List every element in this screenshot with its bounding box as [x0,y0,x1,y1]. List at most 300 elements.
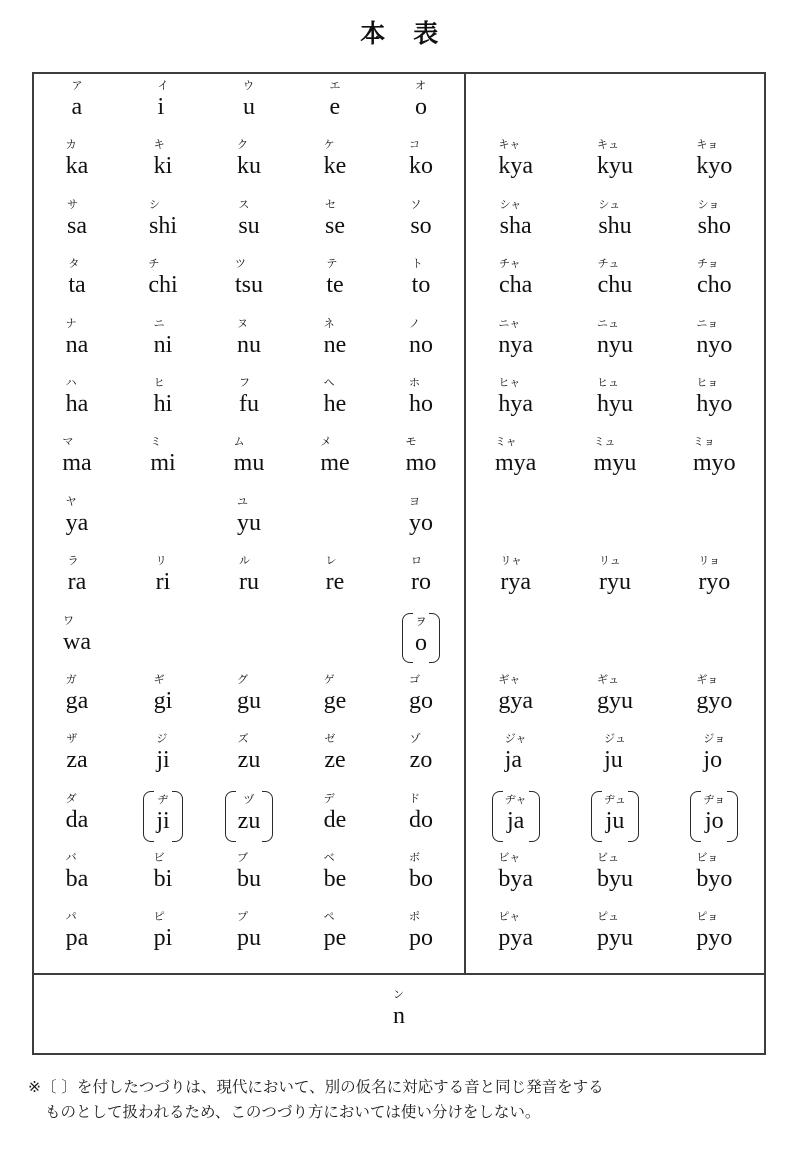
romaji-label: ja [504,747,523,774]
cell-inner [696,377,732,418]
table-cell-ji [120,733,206,792]
katakana-label: オ [415,79,426,92]
romaji-label: bi [153,866,173,893]
table-row [34,318,464,377]
table-cell-chi [120,258,206,317]
katakana-label: ビャ [498,851,521,865]
table-row [466,377,764,436]
table-row [34,80,464,139]
table-row [34,852,464,911]
table-cell-gi [120,674,206,733]
table-row [34,793,464,852]
table-cell-ra [34,555,120,614]
cell-inner [500,199,532,240]
katakana-label: ツ [234,257,246,271]
katakana-label: ギ [153,672,165,686]
cell-inner [63,615,91,656]
table-cell-fu [206,377,292,436]
cell-inner [243,80,255,121]
romaji-label: o [415,94,427,120]
romaji-label: byo [696,866,733,893]
bracketed-group [492,793,540,837]
katakana-label: ヌ [237,316,248,330]
cell-inner [66,852,89,893]
romanization-table [32,72,766,1055]
bracketed-group [690,793,738,837]
table-grid [34,74,764,975]
table-cell-jo [665,793,764,852]
cell-inner [597,377,633,418]
katakana-label: ニュ [596,316,619,330]
table-cell-do [378,793,464,852]
romaji-label: kyu [596,153,633,180]
romaji-label: ra [67,569,87,596]
romaji-label: pi [153,925,173,952]
katakana-label: ド [409,791,420,805]
cell-inner [326,258,343,299]
bracketed-group [225,793,274,837]
cell-inner [156,555,171,596]
katakana-label: ラ [67,554,79,568]
table-row [466,793,764,852]
cell-inner [66,496,89,537]
cell-inner [599,555,631,596]
katakana-label: イ [157,79,169,92]
katakana-label: ヤ [65,494,77,508]
romaji-label: ryu [598,569,631,596]
romaji-label: me [320,450,350,477]
katakana-label: ヨ [409,494,420,508]
romaji-label: fu [239,390,259,417]
katakana-label: ゾ [409,732,421,746]
cell-inner [66,733,87,774]
romaji-label: pyo [696,925,733,952]
romaji-label: nyo [696,331,733,358]
table-cell-ro [378,555,464,614]
table-cell-re [292,555,378,614]
cell-inner [156,733,169,774]
romaji-label: za [66,747,88,774]
cell-inner [238,733,261,774]
table-cell-ji [120,793,206,852]
katakana-label: ヂ [157,792,169,806]
romaji-label: e [329,94,341,120]
table-cell-zu [206,793,292,852]
table-cell-zo [378,733,464,792]
cell-inner [154,318,173,359]
cell-inner [409,139,433,180]
table-cell-me [292,436,378,495]
table-cell-ryo [665,555,764,614]
katakana-label: ナ [65,316,77,330]
romaji-label: bu [237,866,261,893]
cell-inner [495,436,536,477]
table-cell-ki [120,139,206,198]
table-cell-ta [34,258,120,317]
cell-inner [409,911,433,952]
cell-inner [237,139,261,180]
katakana-label: ベ [323,851,335,865]
table-row [34,139,464,198]
yoon-column [466,74,764,973]
table-cell-u [206,80,292,139]
table-row [466,436,764,495]
romaji-label: go [409,687,433,714]
romaji-label: nyu [596,331,633,358]
table-cell-hi [120,377,206,436]
romaji-label: ga [65,687,89,714]
romaji-label: bya [498,866,533,893]
table-cell-nyo [665,318,764,377]
table-row [34,674,464,733]
cell-inner [409,318,433,359]
cell-inner [324,377,347,418]
romaji-label: ju [604,747,623,774]
katakana-label: コ [409,138,420,152]
romaji-label: be [323,866,347,893]
table-cell-pu [206,911,292,970]
katakana-label: ン [393,988,404,1001]
katakana-label: ピ [153,910,165,924]
katakana-label: リョ [698,554,720,568]
cell-inner [324,674,347,715]
table-cell-ni [120,318,206,377]
romaji-label: gyo [696,687,733,714]
romaji-label: tsu [234,272,263,299]
romaji-label: mo [405,450,437,477]
cell-inner [500,555,531,596]
katakana-label: ケ [323,138,335,152]
katakana-label: デ [323,791,335,805]
katakana-label: キャ [498,138,521,152]
table-row [466,496,764,555]
table-cell-ze [292,733,378,792]
table-cell-hya [466,377,565,436]
table-cell-ya [34,496,120,555]
table-row [466,674,764,733]
table-cell-po [378,911,464,970]
romaji-label: kyo [696,153,733,180]
romaji-label: ka [65,153,89,180]
cell-inner [237,318,261,359]
cell-inner [393,989,405,1030]
cell-inner [604,733,626,774]
table-cell-gyo [665,674,764,733]
cell-inner [66,793,89,834]
romaji-label: hyu [596,390,633,417]
cell-inner [324,733,345,774]
table-cell-ju [565,733,664,792]
romaji-label: pyu [596,925,633,952]
table-row [466,852,764,911]
romaji-label: ryo [698,569,731,596]
cell-inner [62,436,91,477]
table-cell-kyu [565,139,664,198]
romaji-label: ri [155,569,171,596]
romaji-label: ni [153,331,173,358]
romaji-label: da [65,806,89,833]
katakana-label: ノ [409,316,420,330]
romaji-label: do [409,806,433,833]
katakana-label: ミ [150,435,162,449]
romaji-label: n [393,1003,405,1029]
table-row [466,555,764,614]
table-cell-hyo [665,377,764,436]
katakana-label: ビュ [596,851,619,865]
katakana-label: ギュ [596,672,619,686]
cell-inner [696,852,732,893]
table-cell-no [378,318,464,377]
romaji-label: chi [148,272,178,299]
table-cell-so [378,199,464,258]
katakana-label: プ [237,910,248,924]
romaji-label: cha [499,272,533,299]
table-row [34,555,464,614]
cell-inner [154,674,173,715]
table-cell-mi [120,436,206,495]
katakana-label: テ [326,257,338,271]
romaji-label: ba [65,866,89,893]
romaji-label: pa [65,925,89,952]
table-row [466,318,764,377]
katakana-label: チュ [597,257,620,271]
cell-inner [498,852,533,893]
table-row [466,139,764,198]
katakana-label: ロ [411,554,422,568]
table-cell-pe [292,911,378,970]
romaji-label: ke [323,153,347,180]
katakana-label: ビョ [696,851,719,865]
cell-inner [498,318,533,359]
table-cell-za [34,733,120,792]
cell-inner [597,139,633,180]
katakana-label: ヲ [415,614,427,628]
katakana-label: シャ [499,197,522,211]
katakana-label: ミャ [495,435,517,449]
table-cell-shi [120,199,206,258]
romaji-label: nu [237,331,261,358]
cell-inner [598,199,631,240]
table-cell-nya [466,318,565,377]
romaji-label: zo [409,747,433,774]
romaji-label: po [409,925,433,952]
table-row [34,496,464,555]
romaji-label: so [410,212,432,239]
katakana-label: ショ [697,197,720,211]
n-row [34,975,764,1055]
cell-inner [409,496,433,537]
table-cell-pyo [665,911,764,970]
cell-inner [696,911,732,952]
romaji-label: myo [692,450,736,477]
cell-inner [498,377,533,418]
cell-inner [238,199,259,240]
table-row [34,199,464,258]
romaji-label: pu [237,925,261,952]
cell-inner [406,436,437,477]
romaji-label: de [323,806,347,833]
katakana-label: ゴ [409,672,420,686]
romaji-label: ja [507,807,525,834]
cell-inner [325,199,345,240]
cell-inner [415,80,427,121]
cell-inner [239,377,259,418]
cell-inner [330,80,341,121]
romaji-label: a [71,94,83,120]
katakana-label: ゲ [323,672,335,686]
katakana-label: ピョ [696,910,719,924]
romaji-label: re [325,569,345,596]
katakana-label: ジョ [703,732,726,746]
katakana-label: グ [237,672,248,686]
cell-inner [154,911,173,952]
katakana-label: ゼ [324,732,336,746]
cell-inner [237,496,261,537]
table-cell-nu [206,318,292,377]
table-cell-wa [34,615,120,674]
cell-inner [154,852,173,893]
table-cell-yu [206,496,292,555]
table-row [466,615,764,674]
romaji-label: hya [498,390,533,417]
katakana-label: キョ [696,138,719,152]
table-cell-ba [34,852,120,911]
table-cell-to [378,258,464,317]
katakana-label: ガ [65,672,77,686]
katakana-label: ジ [156,732,168,746]
katakana-label: ア [71,79,83,92]
romaji-label: mu [233,450,265,477]
table-cell-ja [466,793,565,852]
katakana-label: ハ [65,375,77,389]
romaji-label: ta [68,272,86,299]
katakana-label: ヘ [323,375,335,389]
katakana-label: バ [65,851,77,865]
table-cell-ku [206,139,292,198]
bracketed-group [591,793,639,837]
romaji-label: ho [409,390,433,417]
romaji-label: pe [323,925,347,952]
cell-inner [498,911,533,952]
cell-inner [409,377,433,418]
table-cell-ju [565,793,664,852]
romaji-label: gi [153,687,173,714]
romaji-label: mi [150,450,176,477]
romaji-label: ji [156,747,170,774]
table-cell-se [292,199,378,258]
table-cell-gu [206,674,292,733]
cell-inner [505,733,527,774]
table-cell-myo [665,436,764,495]
cell-inner [498,139,533,180]
table-cell-kyo [665,139,764,198]
table-cell-e [292,80,378,139]
katakana-label: ペ [323,910,335,924]
romaji-label: zu [237,747,261,774]
romaji-label: te [326,272,344,299]
romaji-label: pya [498,925,533,952]
romaji-label: ru [239,569,259,596]
table-cell-ma [34,436,120,495]
cell-inner [72,80,83,121]
romaji-label: he [323,390,347,417]
table-cell-bya [466,852,565,911]
table-cell-mo [378,436,464,495]
katakana-label: ル [239,554,250,568]
table-row [466,199,764,258]
cell-inner [703,733,725,774]
cell-inner [409,674,433,715]
romaji-label: shi [148,212,177,239]
table-cell-su [206,199,292,258]
romaji-label: jo [703,747,723,774]
katakana-label: パ [65,910,77,924]
cell-inner [158,80,169,121]
cell-inner [66,318,89,359]
katakana-label: キ [153,138,165,152]
romaji-label: su [238,212,260,239]
cell-inner [239,555,259,596]
cell-inner [696,318,732,359]
cell-inner [597,852,633,893]
cell-inner [237,674,261,715]
katakana-label: エ [329,79,341,92]
cell-inner [235,258,263,299]
table-cell-zu [206,733,292,792]
table-cell-ri [120,555,206,614]
table-cell-bo [378,852,464,911]
table-cell-jo [665,733,764,792]
table-cell-ne [292,318,378,377]
romaji-label: bo [409,866,433,893]
romaji-label: nya [498,331,533,358]
cell-inner [324,793,347,834]
table-cell-o [378,615,464,674]
romaji-label: sa [67,212,87,239]
table-row [34,615,464,674]
romaji-label: shu [598,212,632,239]
table-cell-ke [292,139,378,198]
romaji-label: i [157,94,165,120]
romaji-label: hyo [696,390,733,417]
table-row [466,911,764,970]
romaji-label: hi [153,390,173,417]
cell-inner [696,139,732,180]
cell-inner [410,199,431,240]
table-cell-sa [34,199,120,258]
cell-inner [149,199,177,240]
table-cell-nyu [565,318,664,377]
katakana-label: シュ [598,197,621,211]
table-cell-pa [34,911,120,970]
katakana-label: ポ [409,910,420,924]
katakana-label: チャ [499,257,521,271]
table-cell-ge [292,674,378,733]
cell-inner [499,258,532,299]
cell-inner [412,258,431,299]
cell-inner [597,674,633,715]
katakana-label: ト [411,257,423,271]
table-cell-sho [665,199,764,258]
table-row [466,733,764,792]
table-cell-ryu [565,555,664,614]
katakana-label: ヂュ [604,792,626,806]
table-cell-chu [565,258,664,317]
table-cell-na [34,318,120,377]
cell-inner [498,674,533,715]
table-cell-pyu [565,911,664,970]
table-cell-kya [466,139,565,198]
